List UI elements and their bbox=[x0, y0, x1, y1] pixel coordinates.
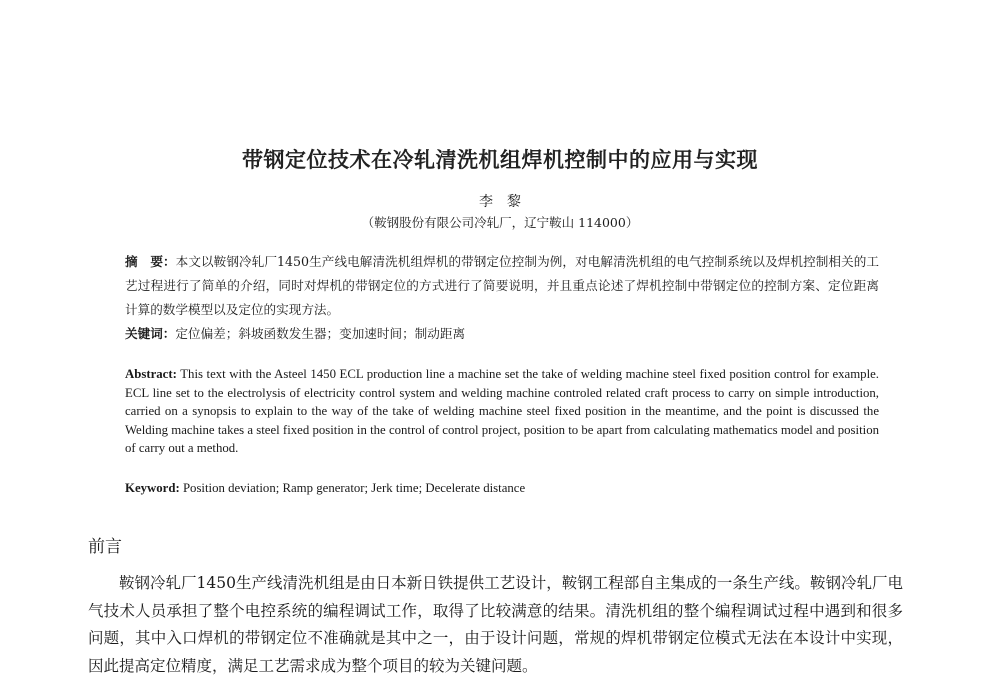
author-name: 李黎 bbox=[479, 194, 535, 210]
affiliation: （鞍钢股份有限公司冷轧厂，辽宁鞍山 114000） bbox=[361, 215, 639, 230]
abstract-zh-text: 本文以鞍钢冷轧厂1450生产线电解清洗机组焊机的带钢定位控制为例，对电解清洗机组的电气控制系统以及焊机控制相关的工艺过程进行了简单的介绍，同时对焊机的带钢定位的方式进行了简要说明，并且重点论述了焊机控制中带钢定位的控制方案、定位距离计算的数学模型以及定位的实现方法。 bbox=[125, 254, 879, 317]
section-heading: 前言 bbox=[88, 537, 122, 557]
keywords-en bbox=[125, 481, 879, 496]
keywords-zh-text: 定位偏差；斜坡函数发生器；变加速时间；制动距离 bbox=[175, 326, 466, 341]
abstract-zh-label: 摘 要： bbox=[125, 254, 176, 269]
paper-title: 带钢定位技术在冷轧清洗机组焊机控制中的应用与实现 bbox=[242, 148, 758, 172]
keywords-en-text: Position deviation; Ramp generator; Jerk time; Decelerate distance bbox=[182, 481, 526, 495]
abstract-zh bbox=[125, 250, 879, 321]
abstract-en-text: This text with the Asteel 1450 ECL production line a machine set the take of welding machine steel fixed position control for example. ECL line set to the electrolysis of electricity control system and welding machine controled related craft process to carry on simple introduction, carried on a synopsis to explain to the way of the take of welding machine steel fixed position in the meantime, and the point is discussed the Welding machine takes a steel fixed position in the control of control project, position to be apart from calculating mathematics model and position of carry out a method. bbox=[125, 367, 880, 456]
body-paragraph: 鞍钢冷轧厂1450生产线清洗机组是由日本新日铁提供工艺设计，鞍钢工程部自主集成的一条生产线。鞍钢冷轧厂电气技术人员承担了整个电控系统的编程调试工作，取得了比较满意的结果。清洗机组的整个编程调试过程中遇到和很多问题，其中入口焊机的带钢定位不准确就是其中之一，由于设计问题，常规的焊机带钢定位模式无法在本设计中实现，因此提高定位精度，满足工艺需求成为整个项目的较为关键问题。 bbox=[88, 574, 903, 675]
keywords-zh bbox=[125, 323, 879, 342]
keywords-zh-label: 关键词： bbox=[125, 326, 176, 341]
abstract-en-label: Abstract: bbox=[125, 367, 177, 381]
keywords-en-label: Keyword: bbox=[125, 481, 180, 495]
abstract-en bbox=[125, 365, 879, 458]
